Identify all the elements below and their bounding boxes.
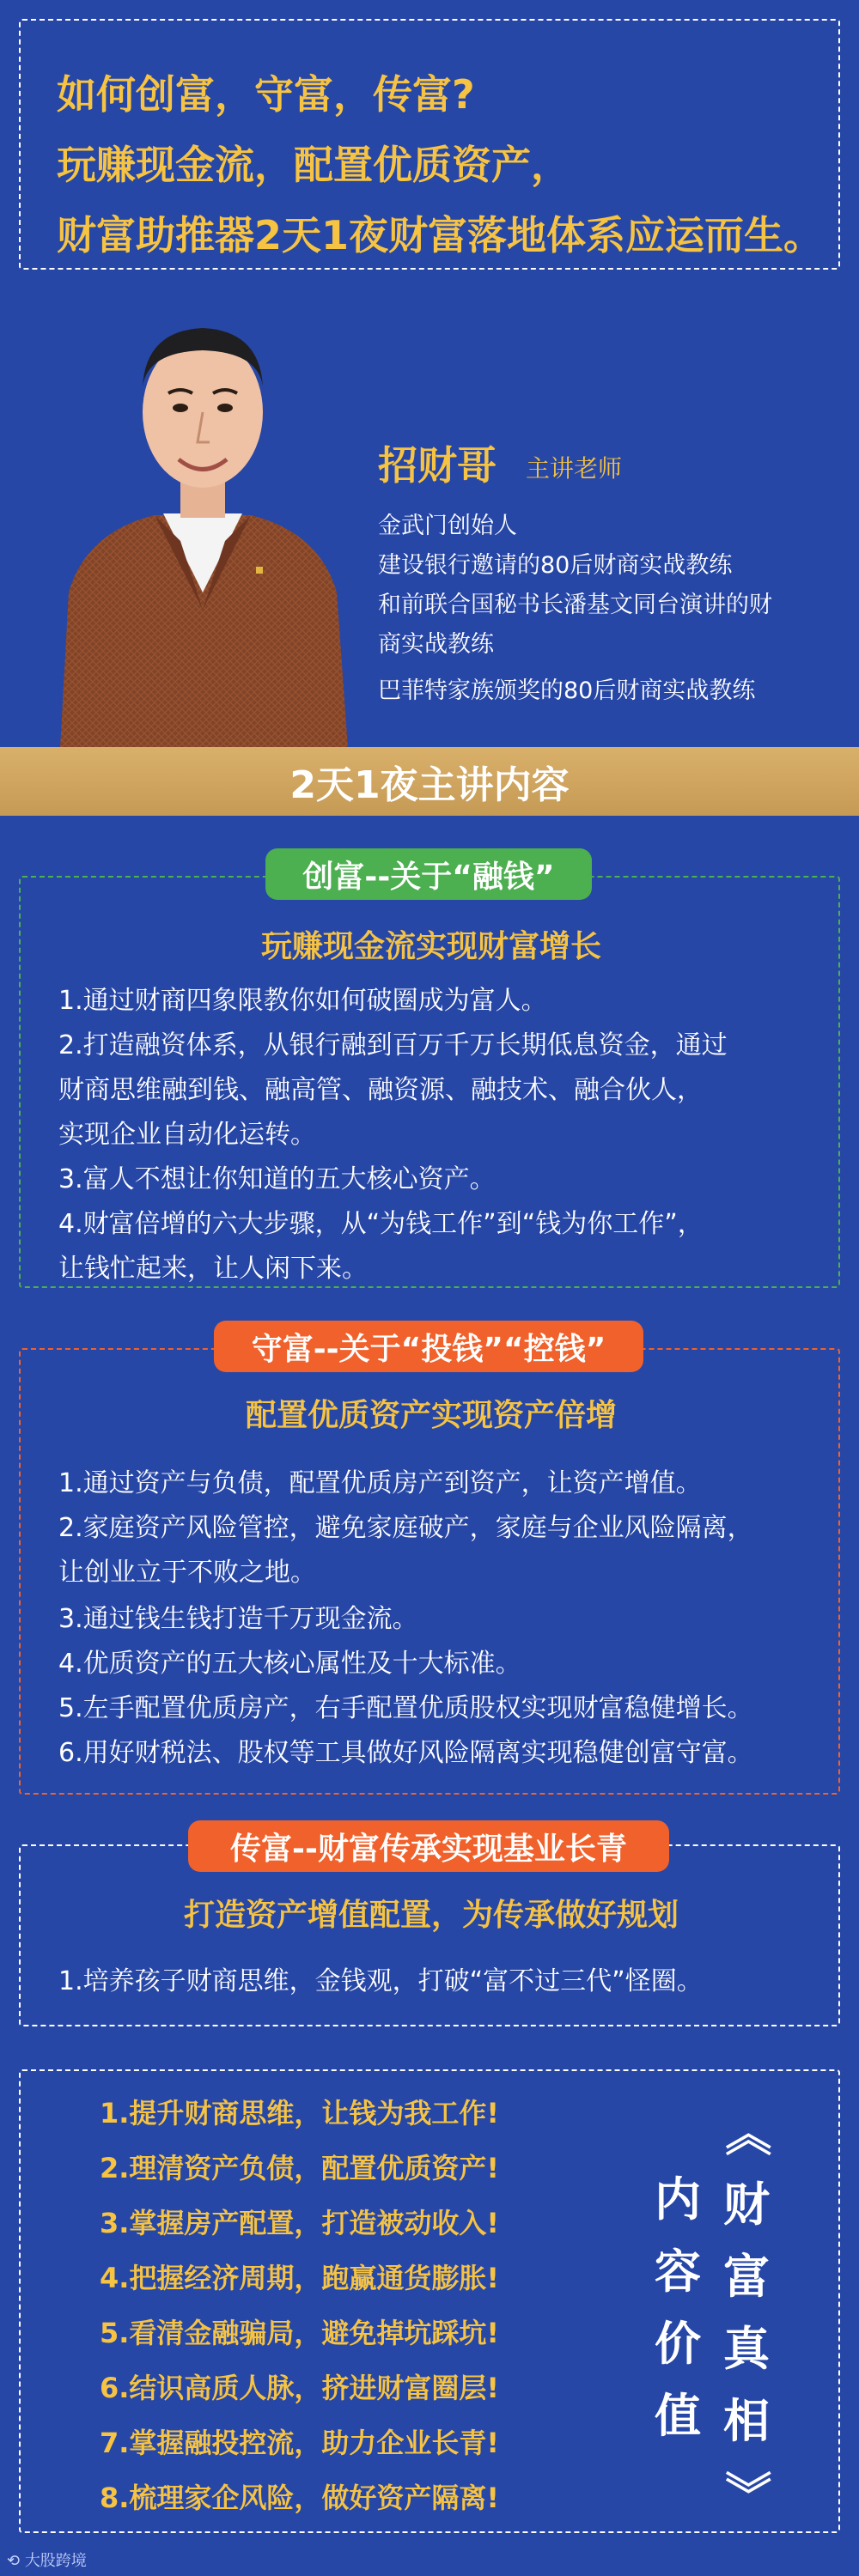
intro-box [19, 19, 840, 270]
section3-title: 打造资产增值配置，为传承做好规划 [183, 1898, 679, 1933]
value-item: 5.看清金融骗局，避免掉坑踩坑! [100, 2317, 500, 2349]
teacher-name: 招财哥 [378, 442, 497, 489]
intro-line-1: 如何创富，守富，传富? [57, 71, 475, 118]
vertical-bracket: 》 [720, 2470, 774, 2517]
section1-line: 3.富人不想让你知道的五大核心资产。 [58, 1164, 496, 1194]
vertical-title-right [716, 2097, 777, 2530]
teacher-desc-1: 金武门创始人 [378, 513, 517, 539]
section-keep-wealth [19, 1331, 840, 1795]
section2-line: 1.通过资产与负债，配置优质房产到资产，让资产增值。 [58, 1468, 702, 1498]
section1-line: 让钱忙起来，让人闲下来。 [58, 1254, 368, 1284]
teacher-desc-4: 商实战教练 [378, 631, 494, 658]
vertical-title-left [648, 2164, 708, 2452]
vertical-bracket: 《 [720, 2110, 774, 2156]
vertical-char: 容 [655, 2245, 701, 2299]
value-item: 2.理清资产负债，配置优质资产! [100, 2152, 500, 2184]
teacher-role: 主讲老师 [526, 454, 623, 483]
content-title-band [0, 747, 859, 816]
vertical-char: 相 [723, 2394, 770, 2448]
vertical-char: 财 [723, 2178, 770, 2232]
section1-line: 2.打造融资体系，从银行融到百万千万长期低息资金，通过 [58, 1030, 728, 1060]
section2-pill: 守富--关于“投钱”“控钱” [214, 1321, 643, 1372]
section2-line: 让创业立于不败之地。 [58, 1558, 316, 1588]
teacher-desc-5: 巴菲特家族颁奖的80后财商实战教练 [378, 677, 756, 704]
section-pass-wealth [19, 1831, 840, 2026]
content-title: 2天1夜主讲内容 [289, 763, 570, 807]
logo-icon: ⟲ [7, 2552, 25, 2570]
teacher-desc-2: 建设银行邀请的80后财商实战教练 [378, 552, 733, 579]
section1-line: 1.通过财商四象限教你如何破圈成为富人。 [58, 986, 547, 1016]
value-item: 6.结识高质人脉，挤进财富圈层! [100, 2372, 500, 2404]
intro-line-3: 财富助推器2天1夜财富落地体系应运而生。 [57, 212, 824, 258]
section3-pill: 传富--财富传承实现基业长青 [188, 1820, 669, 1872]
vertical-char: 内 [655, 2172, 701, 2227]
section3-line: 1.培养孩子财商思维，金钱观，打破“富不过三代”怪圈。 [58, 1966, 703, 1996]
section2-line: 5.左手配置优质房产，右手配置优质股权实现财富稳健增长。 [58, 1693, 753, 1723]
section2-line: 6.用好财税法、股权等工具做好风险隔离实现稳健创富守富。 [58, 1738, 753, 1768]
value-item: 4.把握经济周期，跑赢通货膨胀! [100, 2262, 500, 2294]
section2-title: 配置优质资产实现资产倍增 [245, 1398, 617, 1433]
vertical-char: 富 [723, 2250, 770, 2304]
vertical-char: 值 [655, 2389, 701, 2443]
vertical-char: 价 [655, 2317, 701, 2371]
teacher-desc-3: 和前联合国秘书长潘基文同台演讲的财 [378, 592, 772, 618]
section1-pill: 创富--关于“融钱” [265, 848, 592, 900]
vertical-char: 真 [723, 2322, 770, 2376]
intro-line-2: 玩赚现金流，配置优质资产， [57, 142, 570, 188]
section1-title: 玩赚现金流实现财富增长 [260, 929, 601, 964]
section1-line: 财商思维融到钱、融高管、融资源、融技术、融合伙人， [58, 1075, 703, 1105]
teacher-photo [52, 283, 354, 749]
value-item: 3.掌握房产配置，打造被动收入! [100, 2207, 500, 2239]
section2-line: 3.通过钱生钱打造千万现金流。 [58, 1604, 418, 1634]
logo-text: 大股跨境 [24, 2552, 87, 2570]
value-item: 1.提升财商思维，让钱为我工作! [100, 2097, 500, 2129]
section2-line: 2.家庭资产风险管控，避免家庭破产，家庭与企业风险隔离， [58, 1513, 753, 1543]
section1-line: 4.财富倍增的六大步骤，从“为钱工作”到“钱为你工作”， [58, 1209, 704, 1239]
value-box [19, 2069, 840, 2533]
section1-line: 实现企业自动化运转。 [58, 1120, 316, 1150]
section2-line: 4.优质资产的五大核心属性及十大标准。 [58, 1649, 521, 1679]
value-item: 8.梳理家企风险，做好资产隔离! [100, 2482, 500, 2514]
watermark-logo [7, 2549, 87, 2571]
section-create-wealth [19, 859, 840, 1288]
value-item: 7.掌握融投控流，助力企业长青! [100, 2427, 500, 2459]
